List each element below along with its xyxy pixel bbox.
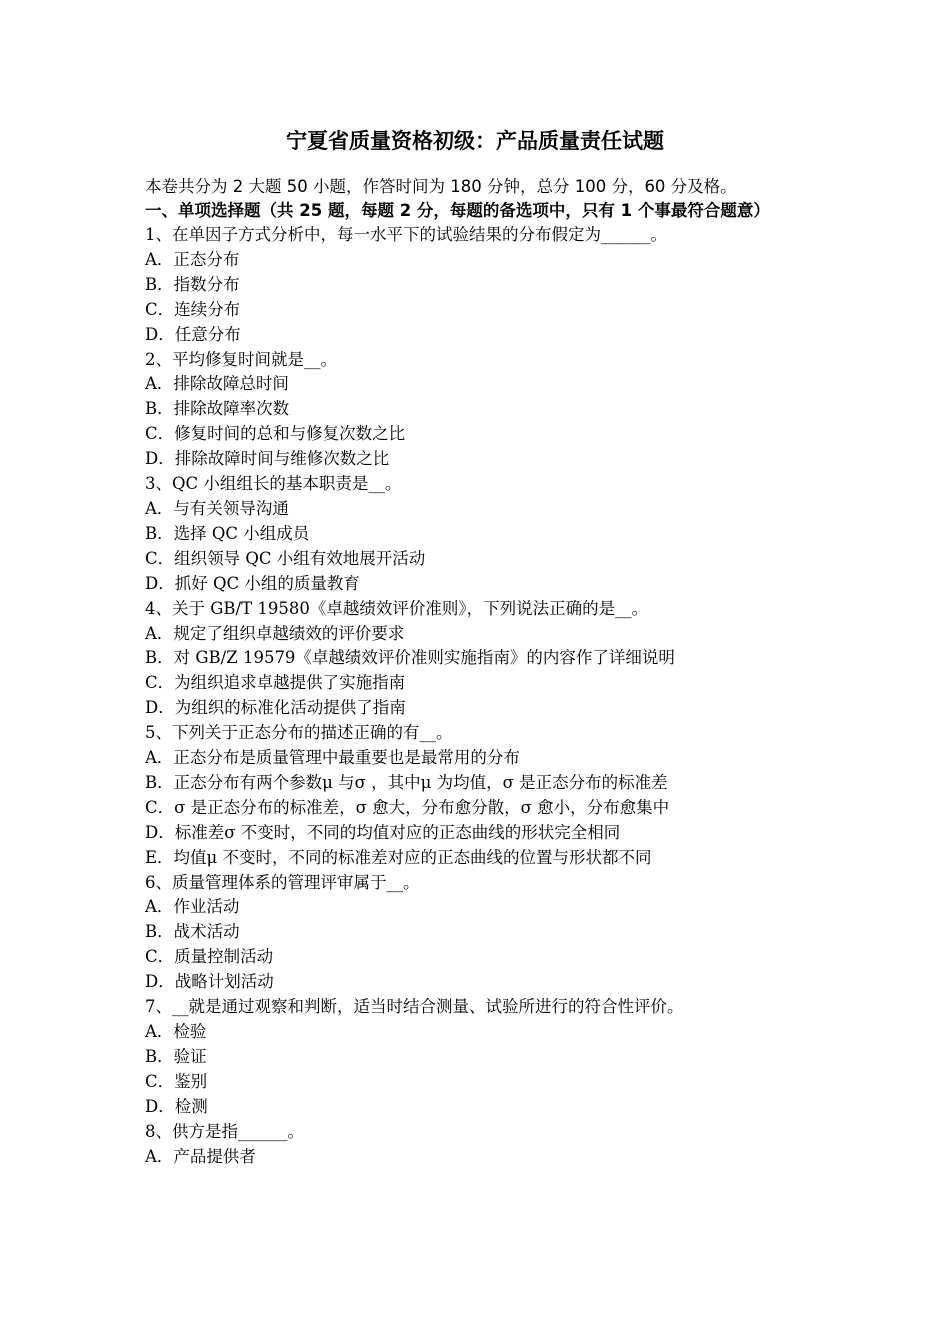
question-line: D．标准差σ 不变时，不同的均值对应的正态曲线的形状完全相同 bbox=[145, 822, 621, 842]
question-line: A．规定了组织卓越绩效的评价要求 bbox=[145, 623, 405, 643]
question-list bbox=[145, 223, 815, 1169]
question-line: B．对 GB/Z 19579《卓越绩效评价准则实施指南》的内容作了详细说明 bbox=[145, 648, 675, 668]
question-line: A．产品提供者 bbox=[145, 1146, 256, 1166]
question-line: 4、关于 GB/T 19580《卓越绩效评价准则》，下列说法正确的是__。 bbox=[145, 598, 649, 618]
question-line: 3、QC 小组组长的基本职责是__。 bbox=[145, 474, 402, 494]
question-line: 2、平均修复时间就是__。 bbox=[145, 349, 337, 369]
section-heading: 一、单项选择题（共 25 题，每题 2 分，每题的备选项中，只有 1 个事最符合题意） bbox=[145, 201, 770, 220]
question-line: C．σ 是正态分布的标准差，σ 愈大，分布愈分散，σ 愈小，分布愈集中 bbox=[145, 797, 670, 817]
question-line: 8、供方是指______。 bbox=[145, 1121, 304, 1141]
question-line: D．排除故障时间与维修次数之比 bbox=[145, 449, 390, 469]
question-line: E．均值μ 不变时，不同的标准差对应的正态曲线的位置与形状都不同 bbox=[145, 847, 652, 867]
question-line: A．作业活动 bbox=[145, 897, 240, 917]
exam-intro: 本卷共分为 2 大题 50 小题，作答时间为 180 分钟，总分 100 分，60 分及格。 bbox=[145, 177, 737, 196]
question-line: C．为组织追求卓越提供了实施指南 bbox=[145, 673, 406, 693]
question-line: B．战术活动 bbox=[145, 922, 240, 942]
question-line: D．任意分布 bbox=[145, 324, 241, 344]
question-line: C．连续分布 bbox=[145, 299, 241, 319]
question-line: A．检验 bbox=[145, 1022, 207, 1041]
question-line: D．战略计划活动 bbox=[145, 972, 274, 992]
question-line: B．正态分布有两个参数μ 与σ ，其中μ 为均值，σ 是正态分布的标准差 bbox=[145, 772, 668, 792]
question-line: B．指数分布 bbox=[145, 274, 240, 294]
question-line: 5、下列关于正态分布的描述正确的有__。 bbox=[145, 723, 453, 743]
question-line: C．组织领导 QC 小组有效地展开活动 bbox=[145, 548, 426, 568]
question-line: B．排除故障率次数 bbox=[145, 399, 290, 419]
question-line: D．检测 bbox=[145, 1096, 208, 1116]
question-line: A．正态分布 bbox=[145, 249, 240, 269]
question-line: B．选择 QC 小组成员 bbox=[145, 523, 310, 543]
question-line: A．正态分布是质量管理中最重要也是最常用的分布 bbox=[145, 748, 520, 768]
question-line: 7、__就是通过观察和判断，适当时结合测量、试验所进行的符合性评价。 bbox=[145, 997, 684, 1017]
question-line: D．为组织的标准化活动提供了指南 bbox=[145, 698, 406, 718]
document-body bbox=[145, 174, 815, 1169]
question-line: C．鉴别 bbox=[145, 1071, 208, 1091]
question-line: C．质量控制活动 bbox=[145, 947, 274, 967]
question-line: B．验证 bbox=[145, 1046, 207, 1066]
question-line: C．修复时间的总和与修复次数之比 bbox=[145, 424, 406, 444]
question-line: A．与有关领导沟通 bbox=[145, 498, 289, 518]
question-line: A．排除故障总时间 bbox=[145, 374, 289, 394]
document-title: 宁夏省质量资格初级：产品质量责任试题 bbox=[286, 128, 664, 153]
question-line: 6、质量管理体系的管理评审属于__。 bbox=[145, 872, 420, 892]
question-line: D．抓好 QC 小组的质量教育 bbox=[145, 573, 360, 593]
question-line: 1、在单因子方式分析中，每一水平下的试验结果的分布假定为______。 bbox=[145, 225, 667, 244]
